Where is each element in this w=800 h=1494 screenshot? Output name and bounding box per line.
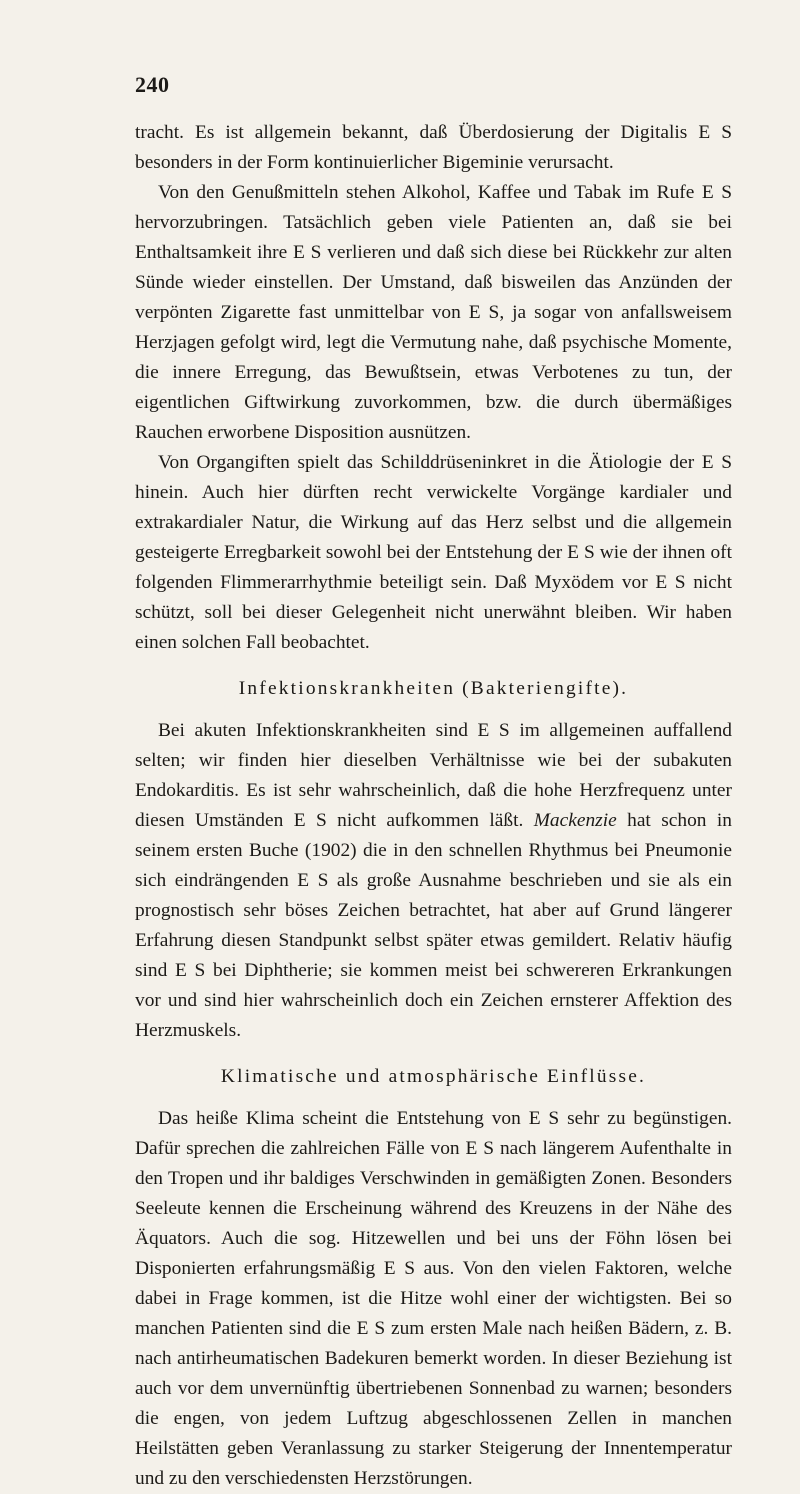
paragraph-genussmittel: Von den Genußmitteln stehen Alkohol, Kaffee und Tabak im Rufe E S hervorzubringen. Tatsächlich geben viele Patienten an, daß sie bei Enthaltsamkeit ihre E S verlieren und daß sich diese bei Rückkehr zur alten Sünde wieder einstellen. Der Umstand, daß bisweilen das Anzünden der verpönten Zigarette fast unmittelbar von E S, ja sogar von anfallsweisem Herzjagen gefolgt wird, legt die Vermutung nahe, daß psychische Momente, die innere Erregung, das Bewußtsein, etwas Verbotenes zu tun, der eigentlichen Giftwirkung zuvorkommen, bzw. die durch übermäßiges Rauchen erworbene Disposition ausnützen. bbox=[135, 182, 732, 443]
section-heading-klimatische-einfluesse: Klimatische und atmosphärische Einflüsse. bbox=[220, 1066, 647, 1087]
author-name-mackenzie: Mackenzie bbox=[533, 810, 617, 831]
paragraph-text-part: hat schon in seinem ersten Buche (1902) die in den schnellen Rhythmus bei Pneumonie sich eindrängenden E S als große Ausnahme beschrieben und sie als ein prognostisch sehr böses Zeichen betrachtet, hat aber auf Grund längerer Erfahrung diesen Standpunkt selbst später etwas gemildert. Relativ häufig sind E S bei Diphtherie; sie kommen meist bei schwereren Erkrankungen vor und sind hier wahrscheinlich doch ein Zeichen ernsterer Affektion des Herzmuskels. bbox=[135, 810, 732, 1041]
section-heading-infektionskrankheiten: Infektionskrankheiten (Bakteriengifte). bbox=[238, 678, 629, 699]
paragraph-infektionskrankheiten bbox=[135, 716, 732, 1046]
paragraph-text-part: Bei akuten Infektionskrankheiten sind E S im allgemeinen auffallend selten; wir finden hier dieselben Verhältnisse wie bei der subakuten Endokarditis. Es ist sehr wahrscheinlich, daß die hohe Herzfrequenz unter diesen Umständen E S nicht aufkommen läßt. bbox=[135, 720, 732, 831]
page-number: 240 bbox=[135, 72, 170, 97]
paragraph-digitalis: tracht. Es ist allgemein bekannt, daß Überdosierung der Digitalis E S besonders in der Form kontinuierlicher Bigeminie verursacht. bbox=[135, 122, 732, 173]
book-page bbox=[135, 70, 732, 1494]
paragraph-organgifte: Von Organgiften spielt das Schilddrüseninkret in die Ätiologie der E S hinein. Auch hier dürften recht verwickelte Vorgänge kardialer und extrakardialer Natur, die Wirkung auf das Herz selbst und die allgemein gesteigerte Erregbarkeit sowohl bei der Entstehung der E S wie der ihnen oft folgenden Flimmerarrhythmie beteiligt sein. Daß Myxödem vor E S nicht schützt, soll bei dieser Gelegenheit nicht unerwähnt bleiben. Wir haben einen solchen Fall beobachtet. bbox=[135, 452, 732, 653]
paragraph-klima: Das heiße Klima scheint die Entstehung von E S sehr zu begünstigen. Dafür sprechen die zahlreichen Fälle von E S nach längerem Aufenthalte in den Tropen und ihr baldiges Verschwinden in gemäßigten Zonen. Besonders Seeleute kennen die Erscheinung während des Kreuzens in der Nähe des Äquators. Auch die sog. Hitzewellen und bei uns der Föhn lösen bei Disponierten erfahrungsmäßig E S aus. Von den vielen Faktoren, welche dabei in Frage kommen, ist die Hitze wohl einer der wichtigsten. Bei so manchen Patienten sind die E S zum ersten Male nach heißen Bädern, z. B. nach antirheumatischen Badekuren bemerkt worden. In dieser Beziehung ist auch vor dem unvernünftig übertriebenen Sonnenbad zu warnen; besonders die engen, von jedem Luftzug abgeschlossenen Zellen in manchen Heilstätten geben Veranlassung zu starker Steigerung der Innentemperatur und zu den verschiedensten Herzstörungen. bbox=[135, 1108, 732, 1489]
